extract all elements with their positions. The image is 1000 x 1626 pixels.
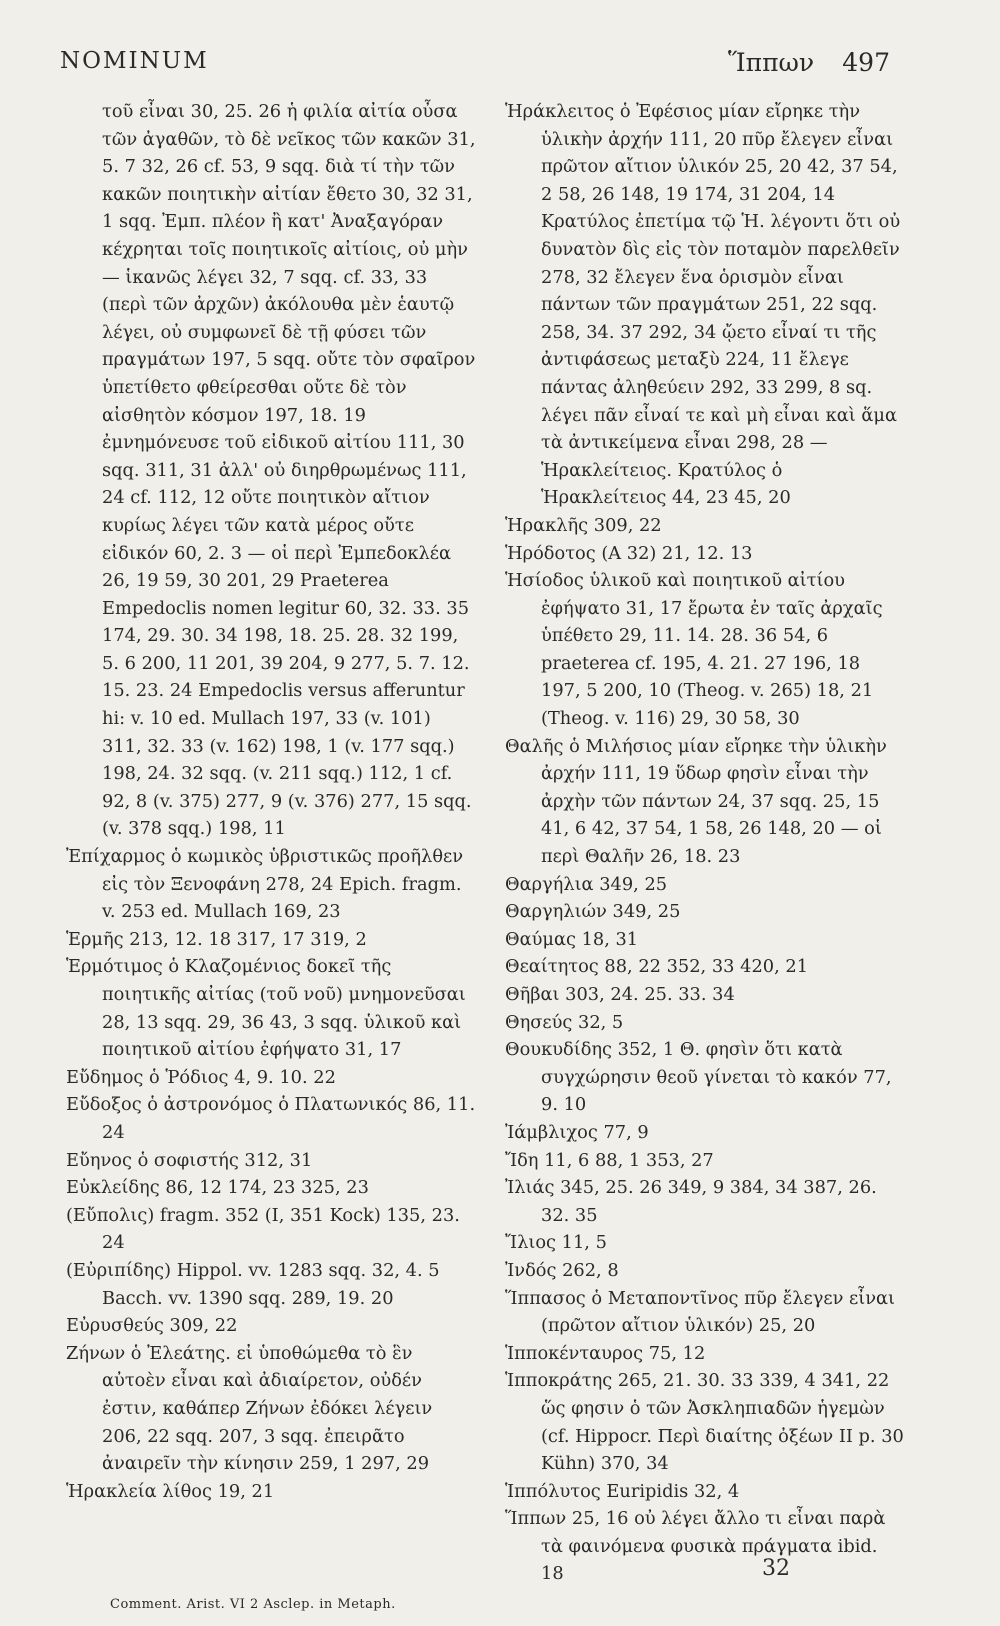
index-entry: Ἰάμβλιχος 77, 9 <box>505 1121 649 1143</box>
index-entry: τοῦ εἶναι 30, 25. 26 ἡ φιλία αἰτία οὖσα τῶν ἀγαθῶν, τὸ δὲ νεῖκος τῶν κακῶν 31, 5. 7 32, 26 cf. 53, 9 sqq. διὰ τί τὴν τῶν κακῶν ποιητικὴν αἰτίαν ἔθετο 30, 32 31, 1 sqq. Ἐμπ. πλέον ἢ κατ' Ἀναξαγόραν κέχρηται τοῖς ποιητικοῖς αἰτίοις, οὐ μὴν — ἱκανῶς λέγει 32, 7 sqq. cf. 33, 33 (περὶ τῶν ἀρχῶν) ἀκόλουθα μὲν ἑαυτῷ λέγει, οὐ συμφωνεῖ δὲ τῇ φύσει τῶν πραγμάτων 197, 5 sqq. οὔτε τὸν σφαῖρον ὑπετίθετο φθείρεσθαι οὔτε δὲ τὸν αἰσθητὸν κόσμον 197, 18. 19 ἐμνημόνευσε τοῦ εἰδικοῦ αἰτίου 111, 30 sqq. 311, 31 ἀλλ' οὐ διηρθρωμένως 111, 24 cf. 112, 12 οὔτε ποιητικὸν αἴτιον κυρίως λέγει τῶν κατὰ μέρος οὔτε εἰδικόν 60, 2. 3 — οἱ περὶ Ἐμπεδοκλέα 26, 19 59, 30 201, 29 Praeterea Empedoclis nomen legitur 60, 32. 33. 35 174, 29. 30. 34 198, 18. 25. 28. 32 199, 5. 6 200, 11 201, 39 204, 9 277, 5. 7. 12. 15. 23. 24 Empedoclis versus afferuntur hi: v. 10 ed. Mullach 197, 33 (v. 101) 311, 32. 33 (v. 162) 198, 1 (v. 177 sqq.) 198, 24. 32 sqq. (v. 211 sqq.) 112, 1 cf. 92, 8 (v. 375) 277, 9 (v. 376) 277, 15 sqq. (v. 378 sqq.) 198, 11 <box>102 101 476 840</box>
index-entry: Ἡρακλεία λίθος 19, 21 <box>66 1480 275 1502</box>
index-entry: Ἐπίχαρμος ὁ κωμικὸς ὑβριστικῶς προῆλθεν εἰς τὸν Ξενοφάνη 278, 24 Epich. fragm. v. 253 ed. Mullach 169, 23 <box>66 846 464 923</box>
page-number: 497 <box>842 48 890 77</box>
index-entry: Ἴδη 11, 6 88, 1 353, 27 <box>505 1149 714 1171</box>
index-entry: Ἱππόλυτος Euripidis 32, 4 <box>505 1480 740 1502</box>
index-entry: Εὔδημος ὁ Ῥόδιος 4, 9. 10. 22 <box>66 1066 336 1088</box>
index-entry: Θαύμας 18, 31 <box>505 928 639 950</box>
index-entry: Ζήνων ὁ Ἐλεάτης. εἰ ὑποθώμεθα τὸ ἓν αὐτοὲν εἶναι καὶ ἀδιαίρετον, οὐδέν ἐστιν, καθάπερ Ζήνων ἐδόκει λέγειν 206, 22 sqq. 207, 3 sqq. ἐπειρᾶτο ἀναιρεῖν τὴν κίνησιν 259, 1 297, 29 <box>66 1342 433 1475</box>
index-entry: Ἱπποκένταυρος 75, 12 <box>505 1342 706 1364</box>
index-entry: Ἡρόδοτος (A 32) 21, 12. 13 <box>505 542 753 564</box>
index-entry: Εὐκλείδης 86, 12 174, 23 325, 23 <box>66 1177 369 1199</box>
index-entry: Ἑρμότιμος ὁ Κλαζομένιος δοκεῖ τῆς ποιητικῆς αἰτίας (τοῦ νοῦ) μνημονεῦσαι 28, 13 sqq. 29, 36 43, 3 sqq. ὑλικοῦ καὶ ποιητικοῦ αἰτίου ἐφήψατο 31, 17 <box>66 956 466 1061</box>
signature-mark: 32 <box>762 1556 790 1581</box>
index-column-left <box>66 98 476 1505</box>
index-entry: (Εὔπολις) fragm. 352 (I, 351 Kock) 135, 23. 24 <box>66 1204 460 1254</box>
index-entry: Ἡρακλῆς 309, 22 <box>505 514 662 536</box>
footer-note: Comment. Arist. VI 2 Asclep. in Metaph. <box>110 1597 396 1612</box>
index-entry: Εὔδοξος ὁ ἀστρονόμος ὁ Πλατωνικός 86, 11. 24 <box>66 1094 476 1143</box>
index-entry: Θῆβαι 303, 24. 25. 33. 34 <box>505 984 735 1005</box>
header-title: NOMINUM <box>60 48 209 74</box>
index-entry: Εὐρυσθεύς 309, 22 <box>66 1315 238 1337</box>
index-entry: Θαργήλια 349, 25 <box>505 873 668 895</box>
index-entry: Ἱπποκράτης 265, 21. 30. 33 339, 4 341, 22 ὥς φησιν ὁ τῶν Ἀσκληπιαδῶν ἡγεμὼν (cf. Hippocr. Περὶ διαίτης ὀξέων II p. 30 Kühn) 370, 34 <box>505 1370 904 1475</box>
index-entry: Θαλῆς ὁ Μιλήσιος μίαν εἴρηκε τὴν ὑλικὴν ἀρχήν 111, 19 ὕδωρ φησὶν εἶναι τὴν ἀρχὴν τῶν πάντων 24, 37 sqq. 25, 15 41, 6 42, 37 54, 1 58, 26 148, 20 — οἱ περὶ Θαλῆν 26, 18. 23 <box>505 735 887 868</box>
index-entry: Ἵππων 25, 16 οὐ λέγει ἄλλο τι εἶναι παρὰ τὰ φαινόμενα φυσικὰ πράγματα ibid. 18 <box>505 1508 886 1585</box>
index-entry: Ἰλιάς 345, 25. 26 349, 9 384, 34 387, 26. 32. 35 <box>505 1177 877 1226</box>
index-entry: Ἡράκλειτος ὁ Ἐφέσιος μίαν εἴρηκε τὴν ὑλικὴν ἀρχήν 111, 20 πῦρ ἔλεγεν εἶναι πρῶτον αἴτιον ὑλικόν 25, 20 42, 37 54, 2 58, 26 148, 19 174, 31 204, 14 Κρατύλος ἐπετίμα τῷ Ἡ. λέγοντι ὅτι οὐ δυνατὸν δὶς εἰς τὸν ποταμὸν παρελθεῖν 278, 32 ἔλεγεν ἕνα ὁρισμὸν εἶναι πάντων τῶν πραγμάτων 251, 22 sqq. 258, 34. 37 292, 34 ᾤετο εἶναί τι τῆς ἀντιφάσεως μεταξὺ 224, 11 ἔλεγε πάντας ἀληθεύειν 292, 33 299, 8 sq. λέγει πᾶν εἶναί τε καὶ μὴ εἶναι καὶ ἅμα τὰ ἀντικείμενα εἶναι 298, 28 — Ἡρακλείτειος. Κρατύλος ὁ Ἡρακλείτειος 44, 23 45, 20 <box>505 101 901 509</box>
index-entry: Ἡσίοδος ὑλικοῦ καὶ ποιητικοῦ αἰτίου ἐφήψατο 31, 17 ἔρωτα ἐν ταῖς ἀρχαῖς ὑπέθετο 29, 11. 14. 28. 36 54, 6 praeterea cf. 195, 4. 21. 27 196, 18 197, 5 200, 10 (Theog. v. 265) 18, 21 (Theog. v. 116) 29, 30 58, 30 <box>505 570 883 730</box>
index-entry: Θησεύς 32, 5 <box>505 1011 624 1033</box>
index-column-right <box>505 98 905 1588</box>
index-entry: (Εὐριπίδης) Hippol. vv. 1283 sqq. 32, 4. 5 Bacch. vv. 1390 sqq. 289, 19. 20 <box>66 1259 440 1309</box>
index-entry: Ἑρμῆς 213, 12. 18 317, 17 319, 2 <box>66 928 367 950</box>
index-entry: Εὔηνος ὁ σοφιστής 312, 31 <box>66 1149 313 1171</box>
index-entry: Ἵππασος ὁ Μεταποντῖνος πῦρ ἔλεγεν εἶναι (πρῶτον αἴτιον ὑλικόν) 25, 20 <box>505 1287 896 1337</box>
index-entry: Ἰνδός 262, 8 <box>505 1259 619 1281</box>
index-entry: Θεαίτητος 88, 22 352, 33 420, 21 <box>505 956 809 978</box>
index-entry: Θουκυδίδης 352, 1 Θ. φησὶν ὅτι κατὰ συγχώρησιν θεοῦ γίνεται τὸ κακόν 77, 9. 10 <box>505 1039 892 1116</box>
running-header <box>60 48 890 82</box>
index-entry: Θαργηλιών 349, 25 <box>505 901 681 923</box>
index-entry: Ἴλιος 11, 5 <box>505 1232 607 1254</box>
header-catchword: Ἵππων <box>728 48 815 77</box>
